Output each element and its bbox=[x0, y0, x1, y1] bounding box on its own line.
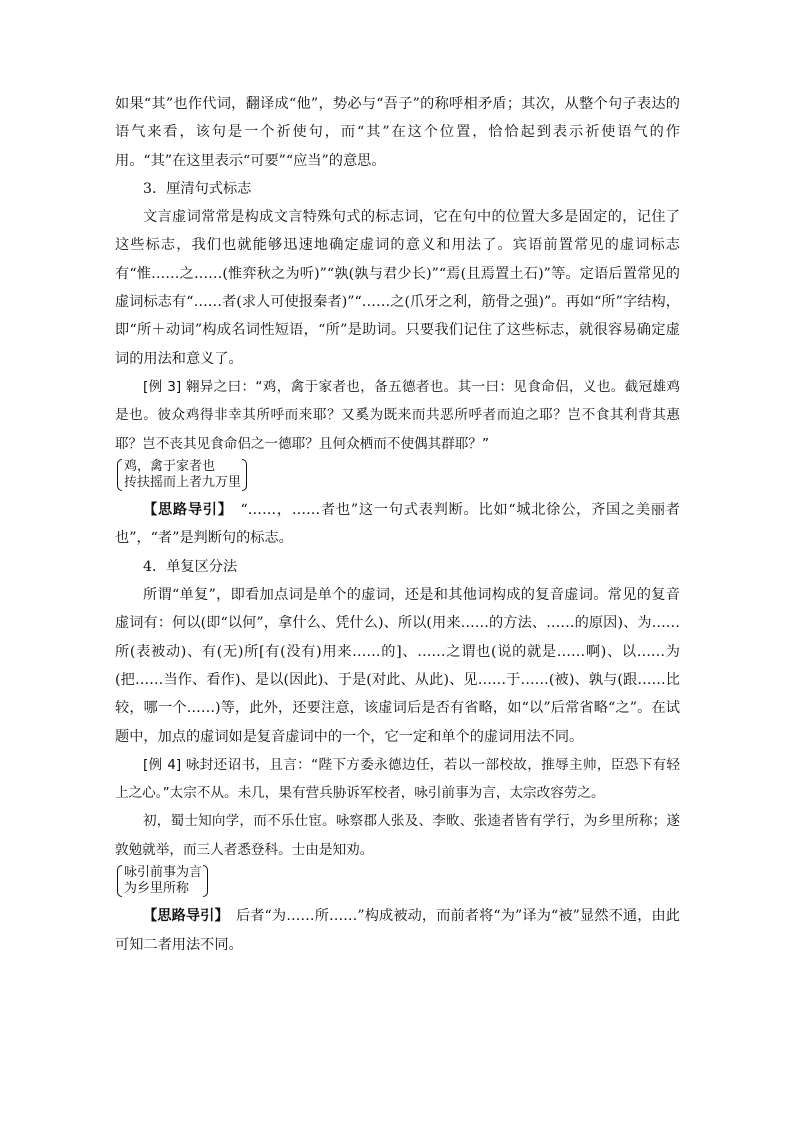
hint-text: “……，……者也”这一句式表判断。比如“城北徐公，齐国之美丽者也”，“者”是判断句的标志。 bbox=[115, 502, 680, 547]
example-3-text: 翱异之曰：“鸡，禽于家者也，备五德者也。其一曰：见食命侣，义也。截冠雄鸡是也。彼众鸡得非幸其所呼而来耶？又奚为既来而共恶所呼者而迫之耶？岂不食其利背其惠耶？岂不丧其见食命侣之一德耶？且何众栖而不使偶其群耶？” bbox=[115, 378, 681, 452]
hint-label: 【思路导引】 bbox=[143, 908, 222, 925]
example-4-text-1: 咏封还诏书，且言：“陛下方委永德边任，若以一部校故，推辱主帅，臣恐下有轻上之心。”太宗不从。未几，果有营兵胁诉军校者，咏引前事为言，太宗改容劳之。 bbox=[115, 756, 681, 802]
bracket-line-2: 为乡里所称 bbox=[124, 881, 190, 897]
example-4-hint bbox=[115, 902, 680, 959]
section-heading-4: 4．单复区分法 bbox=[143, 558, 238, 575]
paragraph-single-compound: 所谓“单复”，即看加点词是单个的虚词，还是和其他词构成的复音虚词。常见的复音虚词有：何以(即“以何”，拿什么、凭什么)、所以(用来……的方法、……的原因)、为……所(表被动)、有(无)所[有(没有)用来……的]、……之谓也(说的就是……啊)、以……为(把……当作、看作)、是以(因此)、于是(对此、从此)、见……于……(被)、孰与(跟……比较，哪一个……)等，此外，还要注意，该虚词后是否有省略，如“以”后常省略“之”。在试题中，加点的虚词如是复音虚词中的一个，它一定和单个的虚词用法不同。 bbox=[115, 587, 680, 745]
left-brace bbox=[117, 865, 122, 897]
section-heading-3: 3．厘清句式标志 bbox=[143, 180, 252, 197]
right-brace bbox=[203, 865, 208, 897]
example-4-part-1 bbox=[115, 751, 680, 808]
paragraph-continuation: 如果“其”也作代词，翻译成“他”，势必与“吾子”的称呼相矛盾；其次，从整个句子表达的语气来看，该句是一个祈使句，而“其”在这个位置，恰恰起到表示祈使语气的作用。“其”在这里表示“可要”“应当”的意思。 bbox=[115, 96, 680, 169]
left-brace bbox=[117, 459, 122, 491]
example-3 bbox=[115, 373, 680, 458]
hint-text: 后者“为……所……”构成被动，而前者将“为”译为“被”显然不通，由此可知二者用法不同。 bbox=[115, 908, 680, 953]
example-4-comparison-bracket bbox=[117, 865, 208, 897]
right-brace bbox=[242, 459, 247, 491]
example-3-comparison-bracket bbox=[117, 459, 247, 491]
example-4-part-2: 初，蜀士知向学，而不乐仕宦。咏察郡人张及、李畋、张逵者皆有学行，为乡里所称；遂敦勉就举，而三人者悉登科。士由是知劝。 bbox=[115, 813, 680, 858]
example-4-label: [例 4] bbox=[143, 756, 182, 773]
example-3-hint bbox=[115, 496, 680, 553]
paragraph-sentence-markers: 文言虚词常常是构成文言特殊句式的标志词，它在句中的位置大多是固定的，记住了这些标志，我们也就能够迅速地确定虚词的意义和用法了。宾语前置常见的虚词标志有“惟……之……(惟弈秋之为听)”“孰(孰与君少长)”“焉(且焉置土石)”等。定语后置常见的虚词标志有“……者(求人可使报秦者)”“……之(爪牙之利，筋骨之强)”。再如“所”字结构，即“所＋动词”构成名词性短语，“所”是助词。只要我们记住了这些标志，就很容易确定虚词的用法和意义了。 bbox=[115, 209, 680, 367]
bracket-line-1: 咏引前事为言 bbox=[124, 865, 203, 881]
bracket-line-1: 鸡，禽于家者也 bbox=[124, 458, 216, 474]
hint-label: 【思路导引】 bbox=[143, 502, 226, 519]
page-content bbox=[115, 90, 680, 959]
example-3-label: [例 3] bbox=[143, 378, 182, 395]
bracket-line-2: 抟扶摇而上者九万里 bbox=[124, 474, 242, 490]
